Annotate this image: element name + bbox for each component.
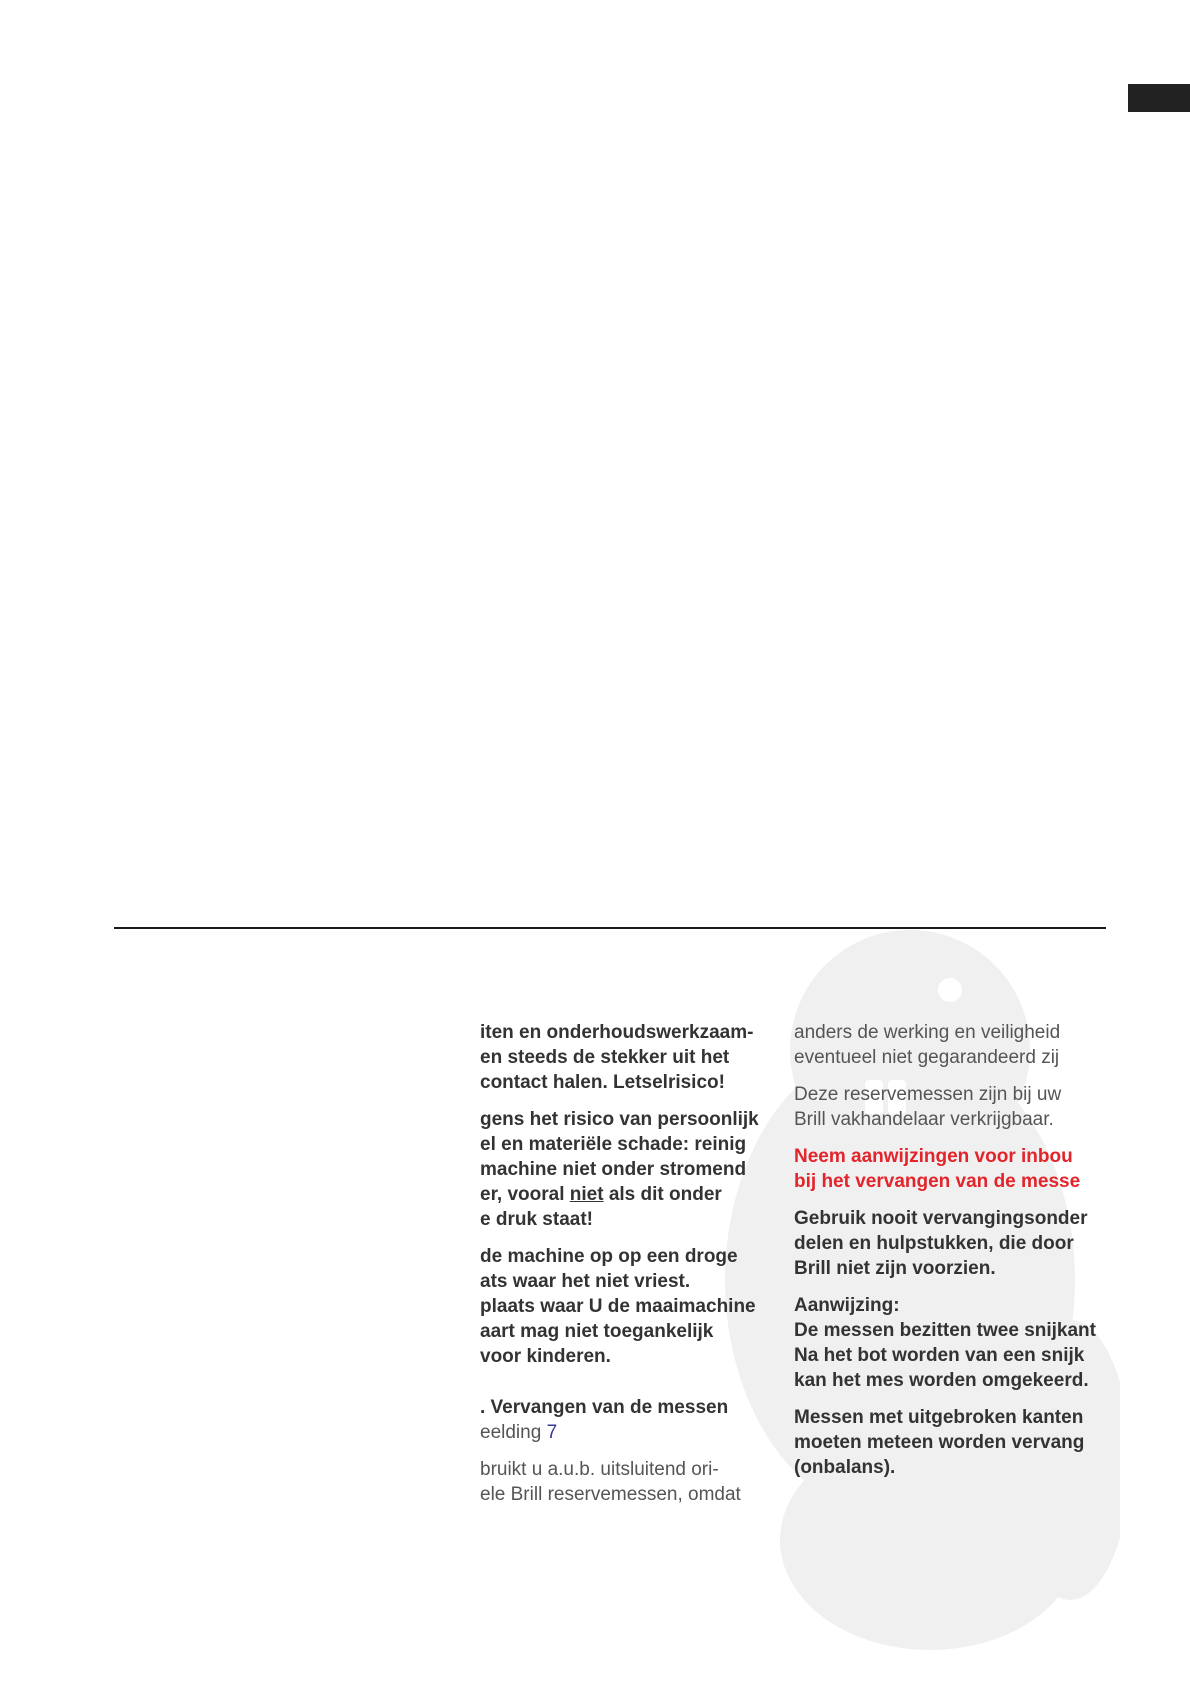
section-heading-blades: . Vervangen van de messen eelding 7	[480, 1397, 729, 1443]
installation-warning: Neem aanwijzingen voor inbou bij het vervangen van de messe	[794, 1146, 1081, 1192]
right-column	[794, 1020, 1124, 1492]
safety-note-cleaning: gens het risico van persoonlijk el en materiële schade: reinig machine niet onder stromend er, vooral niet als dit onder e druk staat!	[480, 1109, 759, 1230]
storage-note: de machine op op een droge ats waar het niet vriest. plaats waar U de maaimachine aart mag niet toegankelijk voor kinderen.	[480, 1246, 756, 1367]
blade-hint: Aanwijzing: De messen bezitten twee snijkant Na het bot worden van een snijk kan het mes worden omgekeerd.	[794, 1295, 1096, 1391]
safety-note-unplug: iten en onderhoudswerkzaam- en steeds de stekker uit het contact halen. Letselrisico!	[480, 1022, 754, 1093]
left-column	[480, 1020, 775, 1519]
damaged-blade-note: Messen met uitgebroken kanten moeten meteen worden vervang (onbalans).	[794, 1407, 1085, 1478]
original-parts-note: bruikt u a.u.b. uitsluitend ori- ele Brill reservemessen, omdat	[480, 1459, 741, 1505]
parts-warning: Gebruik nooit vervangingsonder delen en hulpstukken, die door Brill niet zijn voorzien.	[794, 1208, 1088, 1279]
section-divider	[114, 927, 1106, 929]
emphasis-niet: niet	[569, 1184, 604, 1205]
availability-note: Deze reservemessen zijn bij uw Brill vakhandelaar verkrijgbaar.	[794, 1084, 1062, 1130]
warranty-note: anders de werking en veiligheid eventueel niet gegarandeerd zij	[794, 1022, 1061, 1068]
figure-reference: 7	[546, 1422, 558, 1443]
section-tab-marker	[1128, 84, 1190, 112]
